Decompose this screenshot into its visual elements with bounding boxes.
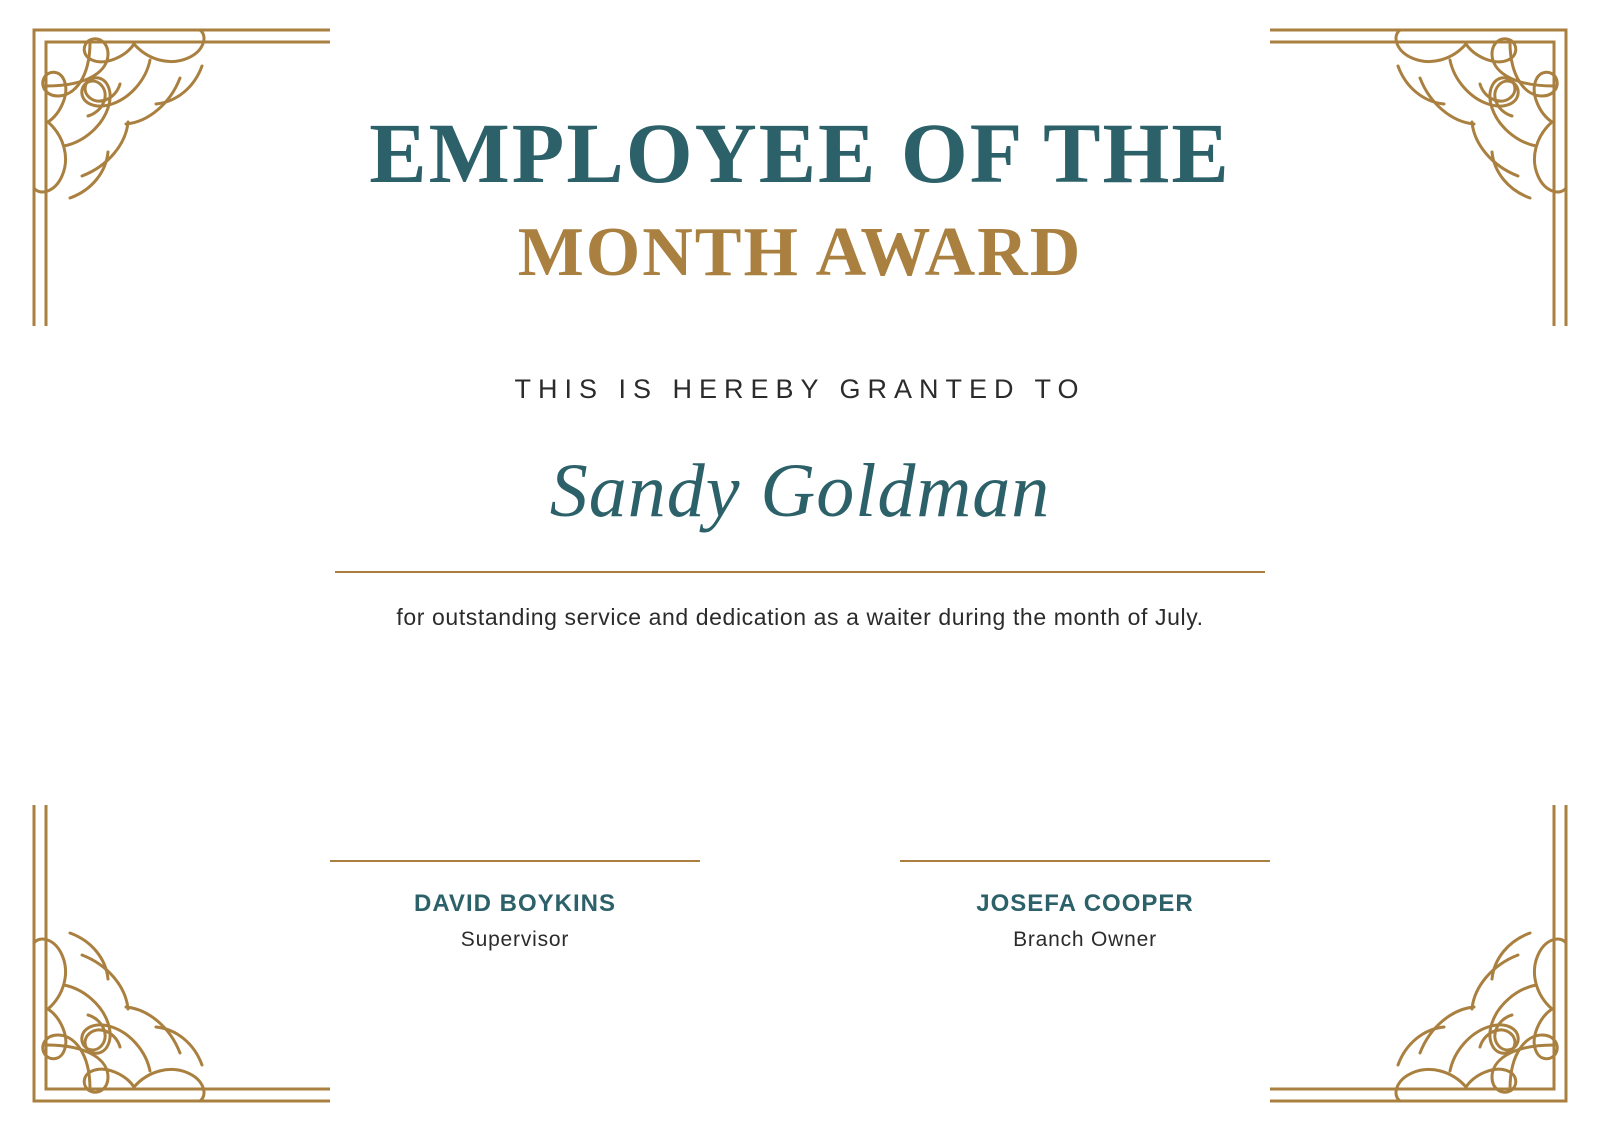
signature-line <box>900 860 1270 862</box>
granted-to-label: THIS IS HEREBY GRANTED TO <box>514 374 1086 404</box>
certificate-title-secondary: MONTH AWARD <box>517 214 1083 291</box>
signature-role: Supervisor <box>460 928 570 951</box>
signature-line <box>330 860 700 862</box>
signature-block-supervisor <box>330 860 700 952</box>
signature-name: DAVID BOYKINS <box>414 890 616 917</box>
signature-section <box>0 860 1600 952</box>
signature-block-branch-owner <box>900 860 1270 952</box>
signature-name: JOSEFA COOPER <box>976 890 1194 917</box>
recipient-underline-rule <box>335 571 1265 573</box>
certificate-title-primary: EMPLOYEE OF THE <box>369 105 1231 201</box>
recipient-name: Sandy Goldman <box>549 449 1051 533</box>
certificate-description: for outstanding service and dedication as a waiter during the month of July. <box>396 604 1204 630</box>
signature-role: Branch Owner <box>1013 928 1157 951</box>
